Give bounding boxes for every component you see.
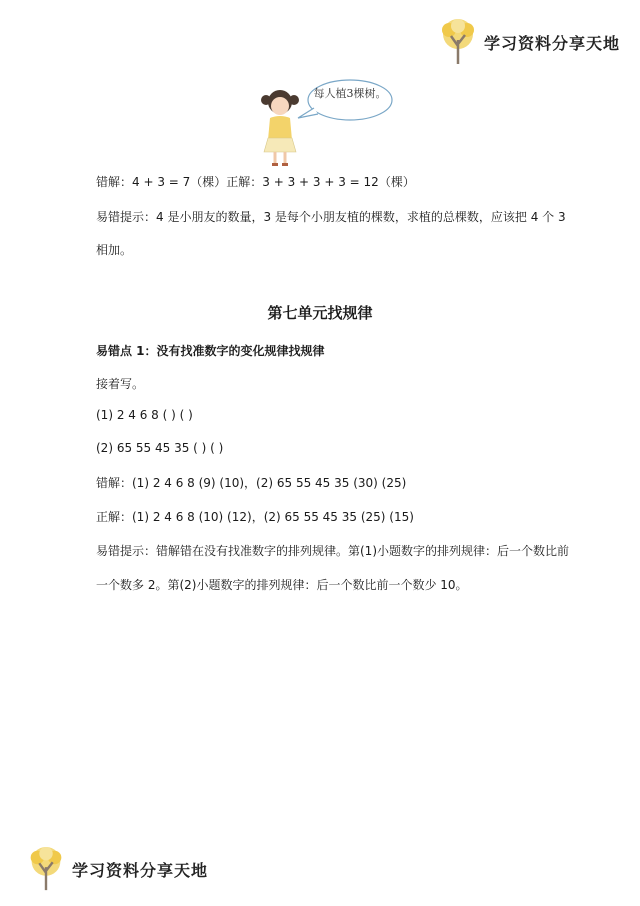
hint-line2: 一个数多 2。第(2)小题数字的排列规律：后一个数比前一个数少 10。 bbox=[96, 578, 468, 592]
hint-line1: 易错提示：错解错在没有找准数字的排列规律。第(1)小题数字的排列规律：后一个数比前 bbox=[96, 544, 570, 558]
brand-name: 学习资料分享天地 bbox=[72, 860, 209, 880]
speech-bubble-text: 每人植3棵树。 bbox=[313, 87, 387, 100]
prev-hint-line2: 相加。 bbox=[96, 243, 133, 257]
question-2: (2) 65 55 45 35 ( ) ( ) bbox=[96, 441, 224, 455]
header-brand bbox=[438, 18, 620, 66]
brand-name: 学习资料分享天地 bbox=[483, 33, 620, 53]
prev-hint-line1: 易错提示：4 是小朋友的数量，3 是每个小朋友植的棵数，求植的总棵数，应该把 4 个 3 bbox=[96, 210, 566, 224]
wrong-answer: 错解：(1) 2 4 6 8 (9) (10)，(2) 65 55 45 35 (30) (25) bbox=[96, 476, 407, 490]
tree-logo-icon bbox=[438, 18, 478, 66]
point-title: 易错点 1：没有找准数字的变化规律找规律 bbox=[96, 344, 325, 358]
unit-title: 第七单元找规律 bbox=[267, 304, 373, 322]
girl-illustration bbox=[258, 78, 398, 168]
correct-answer: 正解：(1) 2 4 6 8 (10) (12)，(2) 65 55 45 35 (25) (15) bbox=[96, 510, 414, 524]
footer-brand bbox=[26, 846, 208, 892]
instruction: 接着写。 bbox=[96, 377, 145, 391]
prev-wrong-right: 错解：4 + 3 = 7（棵）正解：3 + 3 + 3 + 3 = 12（棵） bbox=[96, 175, 415, 189]
question-1: (1) 2 4 6 8 ( ) ( ) bbox=[96, 408, 193, 422]
tree-logo-icon bbox=[26, 846, 66, 892]
